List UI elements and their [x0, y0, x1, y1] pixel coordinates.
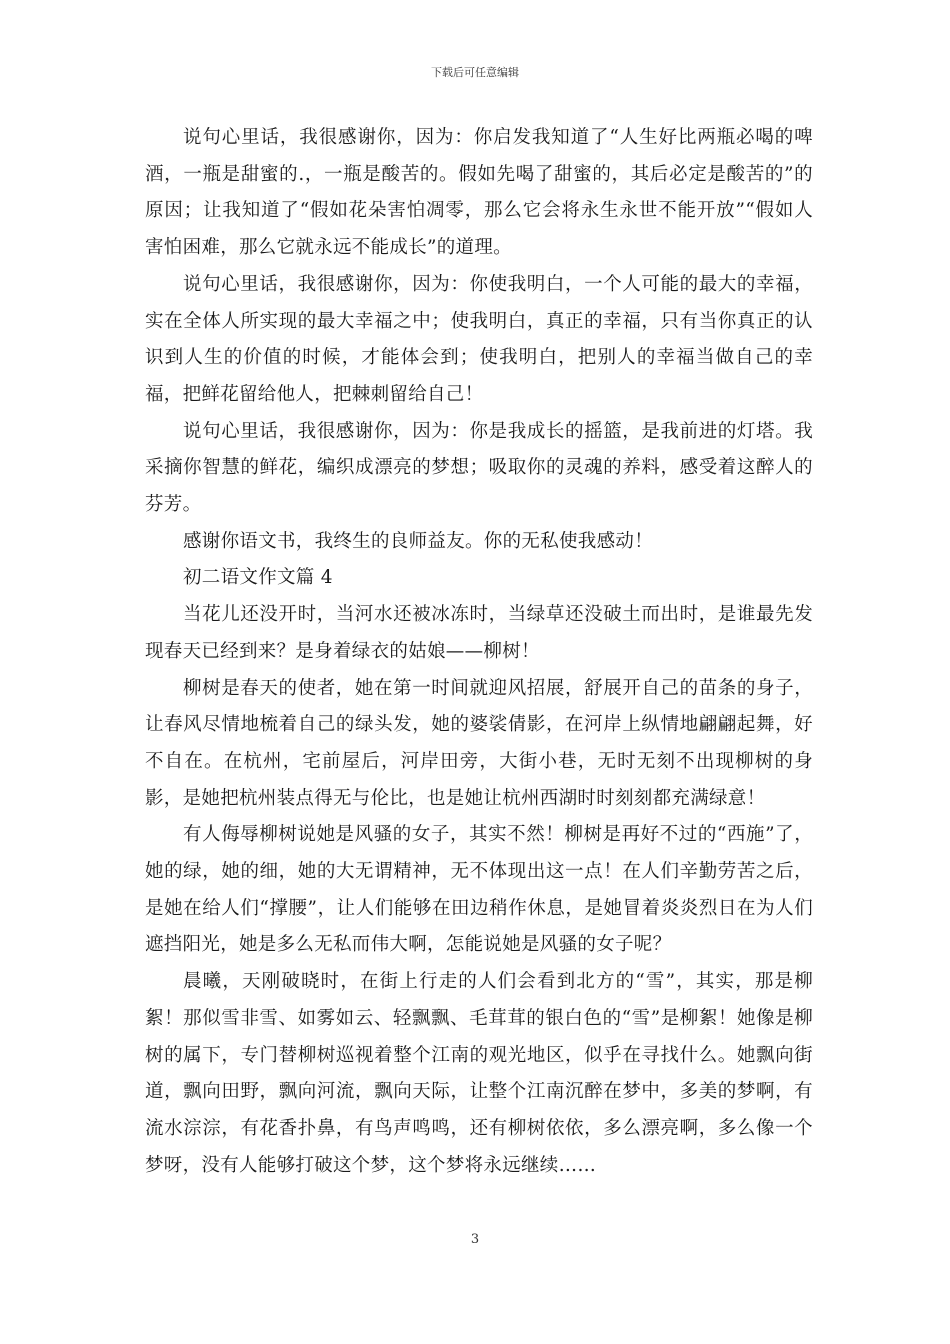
document-body [145, 120, 813, 1184]
paragraph-8: 晨曦，天刚破晓时，在街上行走的人们会看到北方的“雪”，其实，那是柳絮！那似雪非雪、如雾如云、轻飘飘、毛茸茸的银白色的“雪”是柳絮！她像是柳树的属下，专门替柳树巡视着整个江南的观光地区，似乎在寻找什么。她飘向街道，飘向田野，飘向河流，飘向天际，让整个江南沉醉在梦中，多美的梦啊，有流水淙淙，有花香扑鼻，有鸟声鸣鸣，还有柳树依依，多么漂亮啊，多么像一个梦呀，没有人能够打破这个梦，这个梦将永远继续…… [145, 971, 813, 1176]
paragraph-3: 说句心里话，我很感谢你，因为：你是我成长的摇篮，是我前进的灯塔。我采摘你智慧的鲜花，编织成漂亮的梦想；吸取你的灵魂的养料，感受着这醉人的芬芳。 [145, 420, 813, 516]
section-heading: 初二语文作文篇 4 [183, 567, 333, 589]
page-number: 3 [470, 1232, 480, 1247]
paragraph-4: 感谢你语文书，我终生的良师益友。你的无私使我感动！ [183, 530, 654, 552]
paragraph-1: 说句心里话，我很感谢你，因为：你启发我知道了“人生好比两瓶必喝的啤酒，一瓶是甜蜜的.，一瓶是酸苦的。假如先喝了甜蜜的，其后必定是酸苦的”的原因；让我知道了“假如花朵害怕凋零，那么它会将永生永世不能开放”“假如人害怕困难，那么它就永远不能成长”的道理。 [145, 127, 813, 259]
page-header: 下载后可任意编辑 [431, 66, 519, 79]
paragraph-2: 说句心里话，我很感谢你，因为：你使我明白，一个人可能的最大的幸福，实在全体人所实现的最大幸福之中；使我明白，真正的幸福，只有当你真正的认识到人生的价值的时候，才能体会到；使我明白，把别人的幸福当做自己的幸福，把鲜花留给他人，把棘刺留给自己！ [145, 273, 813, 405]
paragraph-5: 当花儿还没开时，当河水还被冰冻时，当绿草还没破土而出时，是谁最先发现春天已经到来？是身着绿衣的姑娘——柳树！ [145, 604, 813, 662]
paragraph-6: 柳树是春天的使者，她在第一时间就迎风招展，舒展开自己的苗条的身子，让春风尽情地梳着自己的绿头发，她的婆裟倩影，在河岸上纵情地翩翩起舞，好不自在。在杭州，宅前屋后，河岸田旁，大街小巷，无时无刻不出现柳树的身影，是她把杭州装点得无与伦比，也是她让杭州西湖时时刻刻都充满绿意！ [145, 677, 813, 809]
paragraph-7: 有人侮辱柳树说她是风骚的女子，其实不然！柳树是再好不过的“西施”了，她的绿，她的细，她的大无谓精神，无不体现出这一点！在人们辛勤劳苦之后，是她在给人们“撑腰”，让人们能够在田边稍作休息，是她冒着炎炎烈日在为人们遮挡阳光，她是多么无私而伟大啊，怎能说她是风骚的女子呢？ [145, 824, 813, 956]
